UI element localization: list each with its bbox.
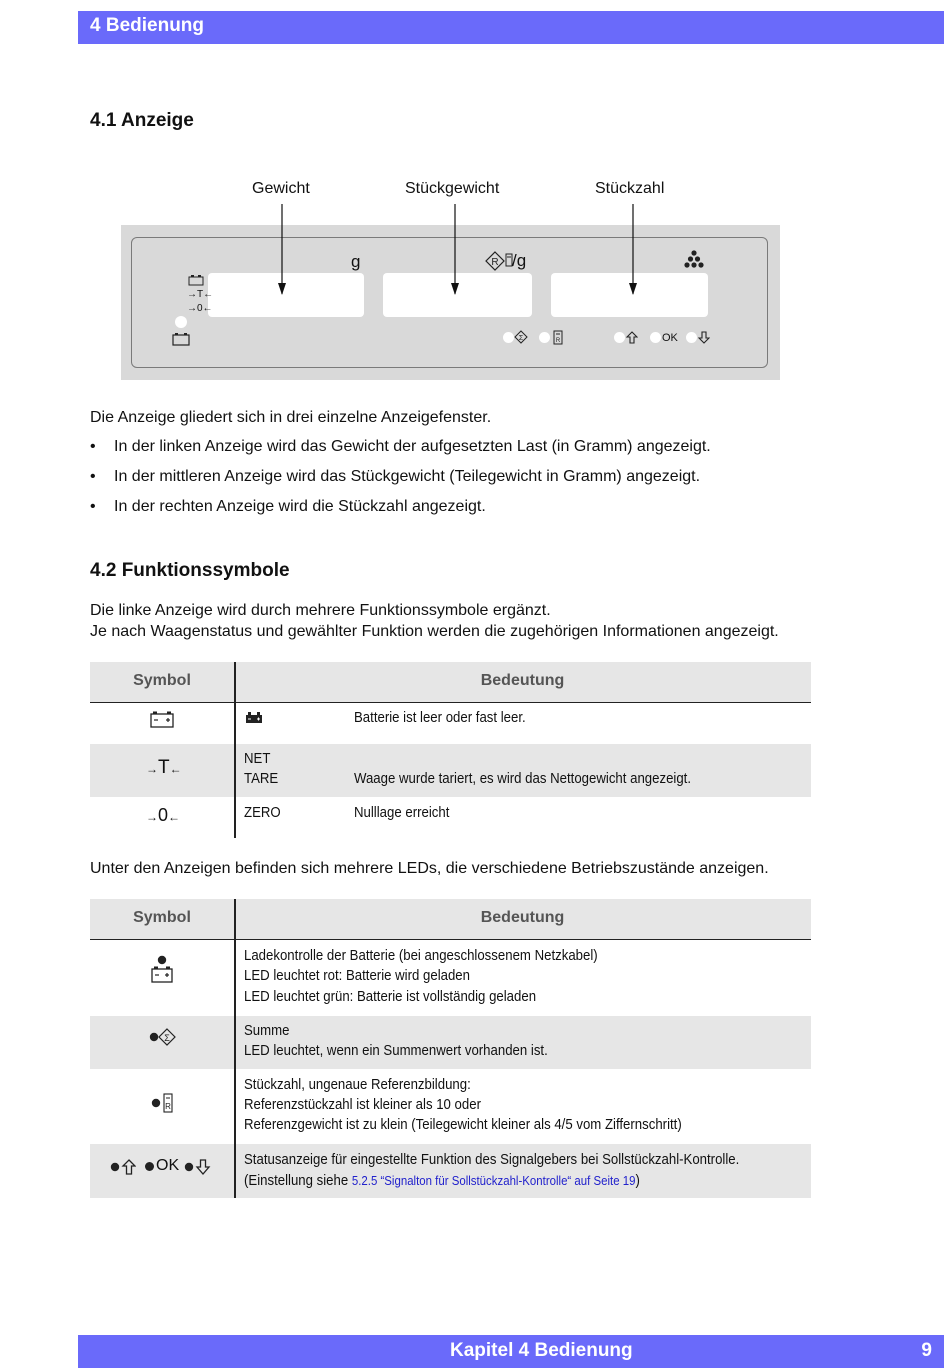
meaning-line: LED leuchtet rot: Batterie wird geladen (244, 967, 470, 984)
abbreviation-tare: TARE (244, 770, 279, 787)
weight-unit-label: g (351, 252, 361, 271)
signal-led-icons (110, 1157, 220, 1177)
meaning-text: Waage wurde tariert, es wird das Nettogewicht angezeigt. (354, 770, 692, 787)
meaning-line-with-link (244, 1171, 640, 1192)
led-intro-text: Unter den Anzeigen befinden sich mehrere LEDs, die verschiedene Betriebszustände anzeigen. (90, 860, 769, 877)
svg-text:R: R (491, 257, 499, 268)
meaning-line: Statusanzeige für eingestellte Funktion des Signalgebers bei Sollstückzahl-Kontrolle. (244, 1151, 740, 1168)
table-divider (234, 662, 236, 838)
abbreviation-net: NET (244, 750, 271, 767)
section-heading-funktionssymbole: 4.2 Funktionssymbole (90, 560, 290, 581)
svg-text:R: R (555, 338, 561, 344)
page-footer-bar (78, 1335, 944, 1368)
sum-led-icon (148, 1027, 176, 1047)
footer-chapter-title: Kapitel 4 Bedienung (450, 1340, 633, 1361)
bullet-text: In der linken Anzeige wird das Gewicht der aufgesetzten Last (in Gramm) angezeigt. (114, 438, 711, 455)
tare-icon: →T← (146, 757, 182, 778)
meaning-line: Referenzstückzahl ist kleiner als 10 oder (244, 1096, 481, 1113)
svg-text:Σ: Σ (164, 1033, 170, 1043)
abbreviation-zero: ZERO (244, 804, 281, 821)
figure-label-stueckzahl: Stückzahl (595, 180, 665, 197)
cross-reference-link[interactable]: 5.2.5 “Signalton für Sollstückzahl-Kontrolle“ auf Seite 19 (351, 1173, 636, 1188)
column-header-meaning: Bedeutung (480, 672, 565, 689)
column-header-meaning: Bedeutung (480, 909, 565, 926)
meaning-line: LED leuchtet, wenn ein Summenwert vorhanden ist. (244, 1042, 548, 1059)
display-intro-text: Die Anzeige gliedert sich in drei einzelne Anzeigefenster. (90, 409, 492, 426)
reference-led-icon (150, 1093, 174, 1113)
ok-label: OK (156, 1157, 180, 1174)
column-header-symbol: Symbol (133, 909, 191, 926)
function-intro-line1: Die linke Anzeige wird durch mehrere Funktionssymbole ergänzt. (90, 602, 551, 619)
meaning-text: Nulllage erreicht (354, 804, 450, 821)
bullet-text: In der mittleren Anzeige wird das Stückgewicht (Teilegewicht in Gramm) angezeigt. (114, 468, 701, 485)
bullet-marker: • (90, 438, 96, 455)
upper-limit-led-icon (110, 1158, 136, 1176)
meaning-line: Referenzgewicht ist zu klein (Teilegewicht kleiner als 4/5 vom Ziffernschritt) (244, 1116, 682, 1133)
meaning-line: LED leuchtet grün: Batterie ist vollständig geladen (244, 988, 537, 1005)
battery-led-icon (150, 954, 174, 984)
figure-pointer-arrows (0, 0, 950, 400)
meaning-text: (Einstellung siehe (244, 1172, 352, 1189)
section-heading-anzeige: 4.1 Anzeige (90, 110, 194, 131)
tare-symbol-icon: →T← (187, 289, 214, 300)
svg-text:Σ: Σ (518, 335, 524, 342)
function-intro-line2: Je nach Waagenstatus und gewählter Funktion werden die zugehörigen Informationen angezeigt. (90, 623, 779, 640)
meaning-line: Ladekontrolle der Batterie (bei angeschlossenem Netzkabel) (244, 947, 598, 964)
ok-label: OK (662, 332, 678, 344)
figure-label-stueckgewicht: Stückgewicht (405, 180, 500, 197)
svg-text:R: R (165, 1102, 171, 1111)
ok-led-dot (145, 1162, 154, 1171)
meaning-text: ) (635, 1172, 640, 1189)
table-header (90, 662, 811, 703)
bullet-marker: • (90, 498, 96, 515)
battery-filled-icon (245, 711, 263, 724)
bullet-marker: • (90, 468, 96, 485)
figure-label-gewicht: Gewicht (252, 180, 310, 197)
meaning-line: Summe (244, 1022, 290, 1039)
bullet-text: In der rechten Anzeige wird die Stückzahl angezeigt. (114, 498, 486, 515)
lower-limit-led-icon (184, 1158, 214, 1176)
meaning-line: Stückzahl, ungenaue Referenzbildung: (244, 1076, 471, 1093)
table-header (90, 899, 811, 940)
page-number: 9 (921, 1340, 932, 1361)
piece-weight-unit-label: /g (512, 251, 527, 270)
zero-icon: →0← (146, 805, 181, 825)
column-header-symbol: Symbol (133, 672, 191, 689)
zero-symbol-icon: →0← (187, 303, 213, 314)
table-divider (234, 899, 236, 1198)
battery-icon (150, 710, 174, 728)
meaning-text: Batterie ist leer oder fast leer. (354, 709, 526, 726)
chapter-header-title: 4 Bedienung (90, 15, 205, 36)
